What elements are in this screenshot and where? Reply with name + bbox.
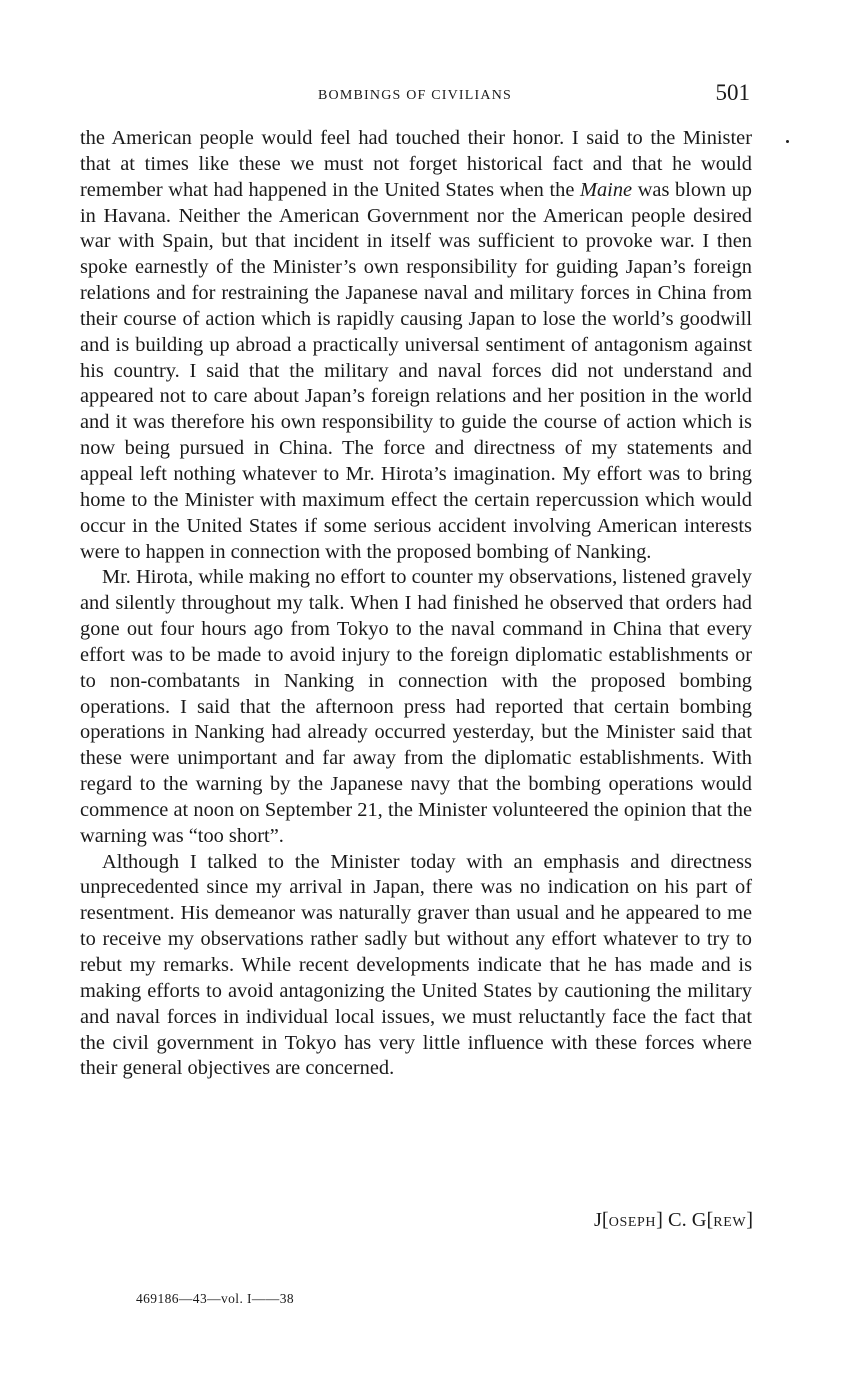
signature-oseph: OSEPH <box>608 1215 657 1230</box>
signature-end: ] <box>746 1209 753 1231</box>
paragraph-1-text-b: was blown up in Havana. Neither the American Government nor the American people desired war with Spain, but that incident in itself was sufficient to provoke war. I then spoke earnestly of the Minister’s own responsibility for guiding Japan’s foreign relations and for restraining the Japanese naval and military forces in China from their course of action which is rapidly causing Japan to lose the world’s goodwill and is building up abroad a practically universal sentiment of antagonism against his country. I said that the military and naval forces did not understand and appeared not to care about Japan’s foreign relations and her position in the world and it was therefore his own responsibility to guide the course of action which is now being pursued in China. The force and directness of my statements and appeal left nothing whatever to Mr. Hirota’s imagination. My effort was to bring home to the Minister with maximum effect the certain repercussion which would occur in the United States if some serious accident involving American interests were to happen in connection with the proposed bombing of Nanking. <box>80 178 752 563</box>
signature-middle: ] C. G[ <box>656 1209 714 1231</box>
scan-speck <box>786 140 789 143</box>
body-text <box>80 126 752 1082</box>
running-head: BOMBINGS OF CIVILIANS <box>318 88 512 103</box>
paragraph-2: Mr. Hirota, while making no effort to counter my observations, listened gravely and silently throughout my talk. When I had finished he observed that orders had gone out four hours ago from Tokyo to the naval command in China that every effort was to be made to avoid injury to the foreign diplomatic establishments or to non-combatants in Nanking in connection with the proposed bombing operations. I said that the afternoon press had reported that certain bombing operations in Nanking had already occurred yesterday, but the Minister said that these were unimportant and far away from the diplomatic establishments. With regard to the warning by the Japanese navy that the bombing operations would commence at noon on September 21, the Minister volunteered the opinion that the warning was “too short”. <box>80 566 752 847</box>
signature <box>594 1209 753 1232</box>
paragraph-1-text-a: the American people would feel had touched their honor. I said to the Minister that at times like these we must not forget historical fact and that he would remember what had happened in the United States when the <box>80 127 752 201</box>
ship-name: Maine <box>580 178 633 201</box>
paragraph-3: Although I talked to the Minister today with an emphasis and directness unprecedented since my arrival in Japan, there was no indication on his part of resentment. His demeanor was naturally graver than usual and he appeared to me to receive my observations rather sadly but without any effort whatever to try to rebut my remarks. While recent developments indicate that he has made and is making efforts to avoid antagonizing the United States by cautioning the military and naval forces in individual local issues, we must reluctantly face the fact that the civil government in Tokyo has very little influence with these forces where their general objectives are concerned. <box>80 850 752 1080</box>
printer-signature-line: 469186—43—vol. I——38 <box>136 1291 294 1306</box>
signature-j: J[ <box>594 1209 609 1231</box>
signature-rew: REW <box>713 1215 747 1230</box>
page-number: 501 <box>715 80 750 105</box>
page-header <box>80 78 750 112</box>
paragraph-1 <box>80 126 752 565</box>
